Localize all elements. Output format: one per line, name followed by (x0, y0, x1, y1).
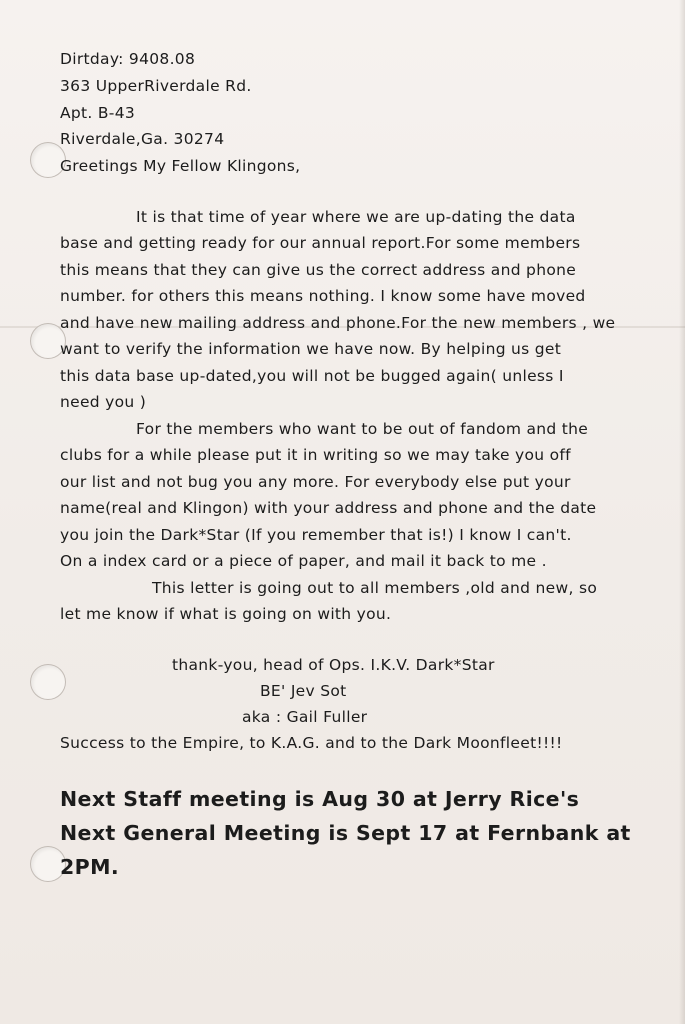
paragraph-line: this means that they can give us the correct address and phone (60, 260, 577, 279)
meeting-announcements (60, 782, 645, 884)
stardate-line: Dirtday: 9408.08 (60, 50, 196, 68)
paragraph-line: this data base up-dated,you will not be bugged again( unless I (60, 366, 564, 385)
signature-klingon-name: BE' Jev Sot (260, 681, 347, 700)
paragraph-line: It is that time of year where we are up-dating the data (136, 207, 576, 226)
paragraph-line: let me know if what is going on with you. (60, 605, 392, 624)
paragraph-line: want to verify the information we have now. By helping us get (60, 340, 562, 359)
paragraph-1 (60, 204, 645, 416)
paragraph-line: clubs for a while please put it in writing so we may take you off (60, 446, 571, 465)
paragraph-2 (60, 416, 645, 575)
meeting-time-line: 2PM. (60, 855, 120, 880)
paragraph-line: need you ) (60, 393, 147, 412)
paragraph-line: and have new mailing address and phone.For the new members , we (60, 313, 616, 332)
closing-line: Success to the Empire, to K.A.G. and to the Dark Moonfleet!!!! (60, 733, 563, 752)
paragraph-line: This letter is going out to all members ,old and new, so (152, 578, 598, 597)
staff-meeting-line: Next Staff meeting is Aug 30 at Jerry Rice's (60, 787, 580, 812)
signature-block (60, 652, 645, 730)
paragraph-line: On a index card or a piece of paper, and mail it back to me . (60, 552, 547, 571)
paragraph-line: name(real and Klingon) with your address and phone and the date (60, 499, 597, 518)
letter-body (60, 46, 645, 884)
paragraph-line: you join the Dark*Star (If you remember that is!) I know I can't. (60, 525, 572, 544)
paragraph-line: our list and not bug you any more. For everybody else put your (60, 472, 571, 491)
greeting: Greetings My Fellow Klingons, (60, 157, 301, 176)
paragraph-line: number. for others this means nothing. I know some have moved (60, 287, 586, 306)
general-meeting-line: Next General Meeting is Sept 17 at Fernbank at (60, 821, 631, 846)
paragraph-line: base and getting ready for our annual report.For some members (60, 234, 581, 253)
apartment-line: Apt. B-43 (60, 103, 136, 122)
paragraph-3 (60, 575, 645, 628)
signature-title: thank-you, head of Ops. I.K.V. Dark*Star (172, 655, 495, 674)
paragraph-line: For the members who want to be out of fandom and the (136, 419, 589, 438)
sender-address (60, 46, 645, 153)
city-line: Riverdale,Ga. 30274 (60, 130, 225, 149)
page-edge-shadow (679, 0, 685, 1024)
street-line: 363 UpperRiverdale Rd. (60, 76, 252, 95)
signature-real-name: aka : Gail Fuller (242, 707, 368, 726)
